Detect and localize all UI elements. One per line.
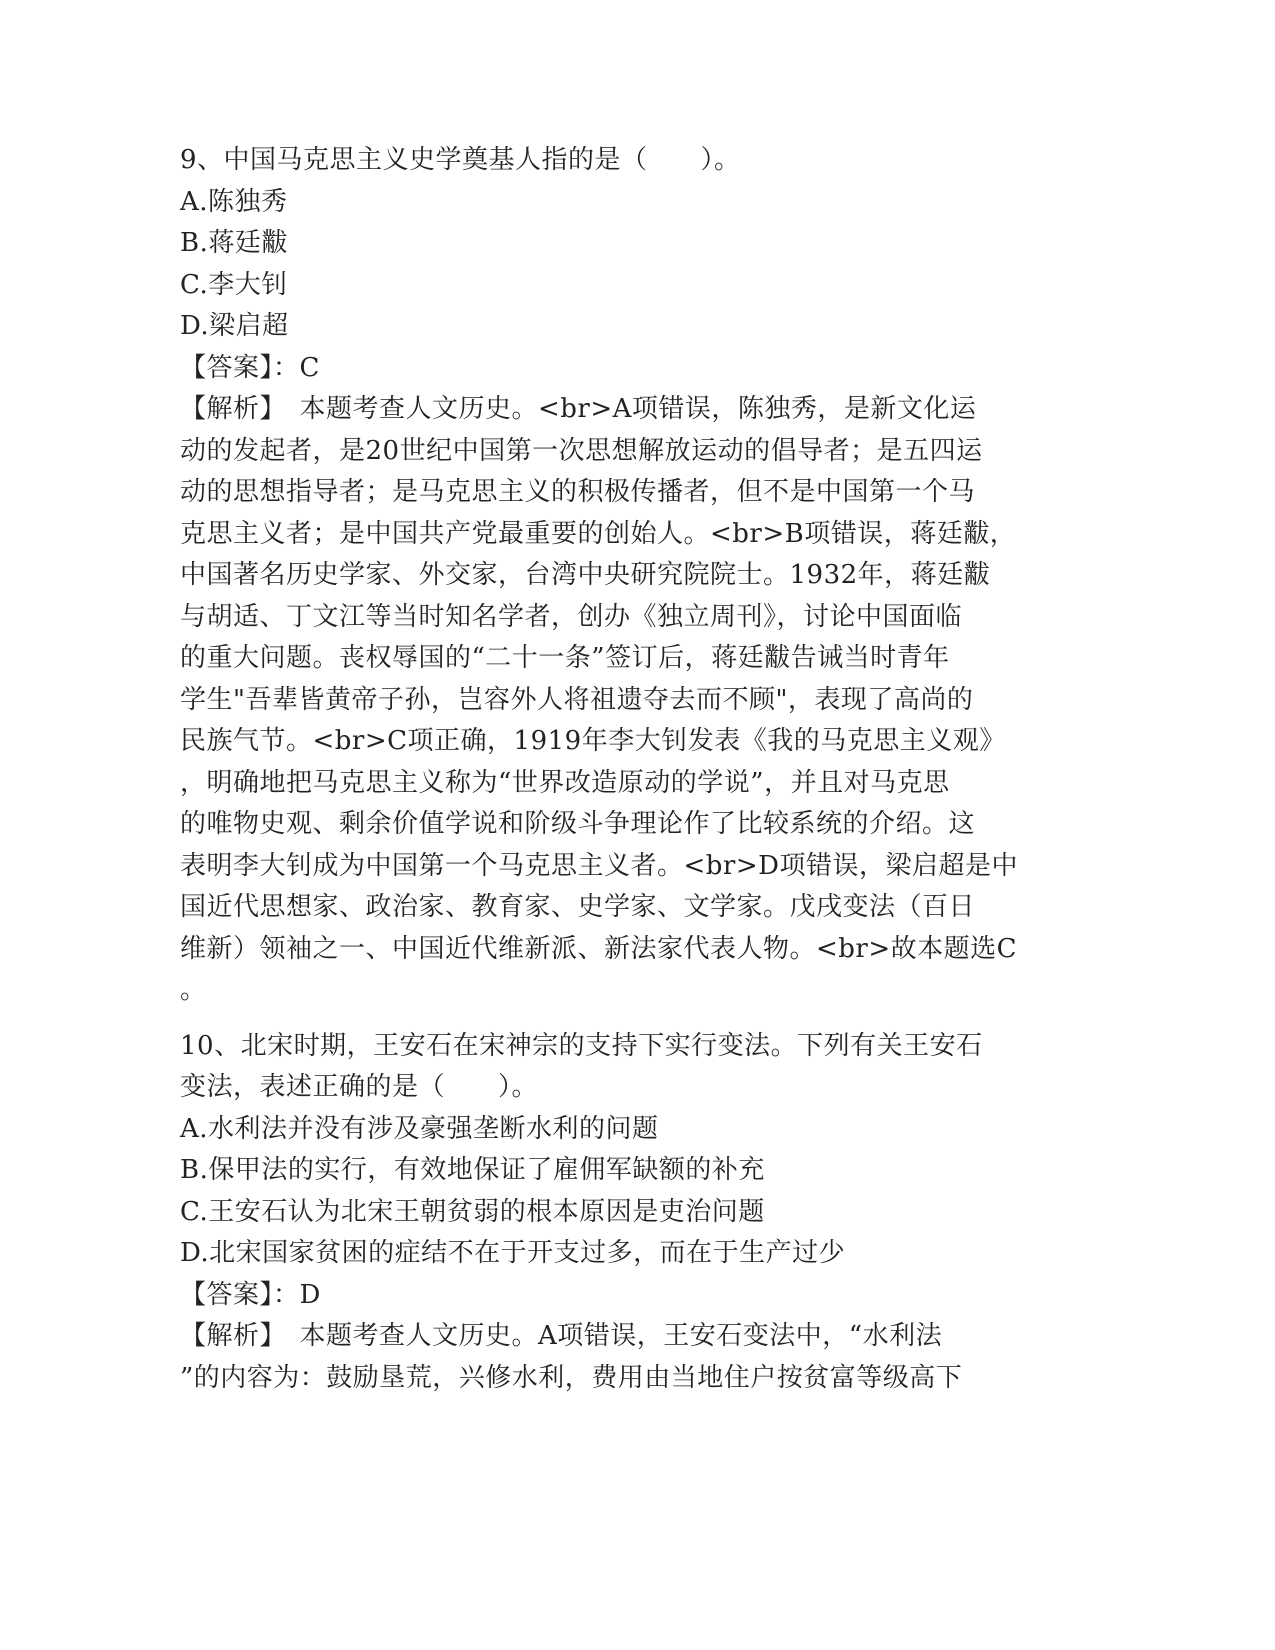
answer-line: 【答案】：D [180,1279,321,1310]
analysis-line: 中国著名历史学家、外交家，台湾中央研究院院士。1932年，蒋廷黻 [180,560,991,590]
answer-line: 【答案】：C [180,352,320,383]
question-stem: 9、中国马克思主义史学奠基人指的是（ ）。 [180,145,741,175]
analysis-line: 与胡适、丁文江等当时知名学者，创办《独立周刊》，讨论中国面临 [180,601,963,632]
analysis-line: 的唯物史观、剩余价值学说和阶级斗争理论作了比较系统的介绍。这 [180,809,976,839]
option-a: A.水利法并没有涉及豪强垄断水利的问题 [180,1113,659,1144]
analysis-line: 的重大问题。丧权辱国的“二十一条”签订后，蒋廷黻告诫当时青年 [180,643,950,673]
analysis-line: 民族气节。<br>C项正确，1919年李大钊发表《我的马克思主义观》 [180,726,1006,756]
analysis-line: 动的思想指导者；是马克思主义的积极传播者，但不是中国第一个马 [180,477,976,507]
analysis-line: ，明确地把马克思主义称为“世界改造原动的学说”，并且对马克思 [180,767,950,798]
analysis-line: 表明李大钊成为中国第一个马克思主义者。<br>D项错误，梁启超是中 [180,850,1018,881]
question-stem: 变法，表述正确的是（ ）。 [180,1072,539,1102]
analysis-line: ”的内容为：鼓励垦荒，兴修水利，费用由当地住户按贫富等级高下 [180,1362,963,1393]
option-c: C.李大钊 [180,269,288,300]
analysis-line: 克思主义者；是中国共产党最重要的创始人。<br>B项错误，蒋廷黻， [180,518,1017,549]
question-block [180,1026,1060,1400]
option-a: A.陈独秀 [180,186,288,217]
analysis-line: 【解析】 本题考查人文历史。A项错误，王安石变法中，“水利法 [180,1321,943,1351]
analysis-line: 维新）领袖之一、中国近代维新派、新法家代表人物。<br>故本题选C [180,933,1018,964]
option-c: C.王安石认为北宋王朝贫弱的根本原因是吏治问题 [180,1196,765,1227]
document-page [180,140,1060,1399]
option-d: D.梁启超 [180,311,289,341]
question-block [180,140,1060,1012]
question-spacer [180,1012,1060,1026]
analysis-line: 【解析】 本题考查人文历史。<br>A项错误，陈独秀，是新文化运 [180,394,977,424]
question-stem: 10、北宋时期，王安石在宋神宗的支持下实行变法。下列有关王安石 [180,1030,983,1061]
analysis-line: 国近代思想家、政治家、教育家、史学家、文学家。戊戌变法（百日 [180,892,976,922]
analysis-line: 动的发起者，是20世纪中国第一次思想解放运动的倡导者；是五四运 [180,435,983,466]
analysis-line: 。 [180,975,207,1005]
option-d: D.北宋国家贫困的症结不在于开支过多，而在于生产过少 [180,1238,846,1268]
analysis-line: 学生"吾辈皆黄帝子孙，岂容外人将祖遗夺去而不顾"，表现了高尚的 [180,684,974,715]
option-b: B.保甲法的实行，有效地保证了雇佣军缺额的补充 [180,1155,765,1185]
option-b: B.蒋廷黻 [180,228,288,258]
